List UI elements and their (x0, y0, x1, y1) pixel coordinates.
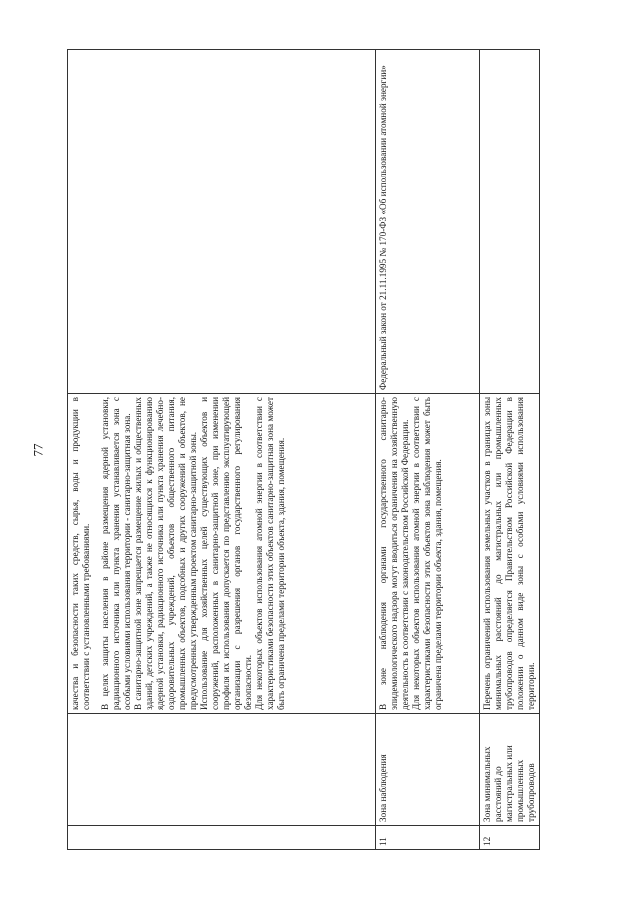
description-paragraph: Использование для хозяйственных целей существующих объектов и сооружений, расположенных в санитарно-защитной зоне, при изменении профиля их использования допускается по представлению эксплуатирующей организации с разрешения органов государственного регулирования безопасности. (199, 397, 253, 710)
zone-name-cell (68, 714, 376, 826)
landscape-page (67, 50, 537, 850)
description-paragraph: Для некоторых объектов использования атомной энергии в соответствии с характеристиками безопасности этих объектов зона наблюдения может быть ограничена пределами территории объекта, здания, помещения. (411, 397, 443, 710)
zone-description-cell (376, 394, 480, 714)
zone-description-cell (68, 394, 376, 714)
row-number-cell (68, 826, 376, 850)
description-paragraph: В зоне наблюдения органами государственного санитарно-эпидемиологического надзора могут вводиться ограничения на хозяйственную деятельность в соответствии с законодательством Российской Федерации. (378, 397, 410, 710)
description-paragraph: Для некоторых объектов использования атомной энергии в соответствии с характеристиками безопасности этих объектов санитарно-защитная зона может быть ограничена пределами территории объекта, здания, помещения. (254, 397, 286, 710)
row-number-cell: 12 (480, 826, 540, 850)
table-row (480, 50, 540, 850)
description-paragraph: В санитарно-защитной зоне запрещается размещение жилых и общественных зданий, детских учреждений, а также не относящихся к функционированию ядерной установки, радиационного источника или пункта хранения лечебно-оздоровительных учреждений, объектов общественного питания, промышленных объектов, подсобных и других сооружений и объектов, не предусмотренных утвержденным проектом санитарно-защитной зоны. (133, 397, 198, 710)
table-row (376, 50, 480, 850)
page-number: 77 (30, 443, 46, 457)
paragraph-spacer (92, 397, 100, 710)
zone-name-cell: Зона наблюдения (376, 714, 480, 826)
description-paragraph: Перечень ограничений использования земельных участков в границах зоны минимальных расстояний до магистральных или промышленных трубопроводов определяется Правительством Российской Федерации в положении о данном виде зоны с особыми условиями использования территории. (482, 397, 536, 710)
description-paragraph: В целях защиты населения в районе размещения ядерной установки, радиационного источника или пункта хранения устанавливается зона с особыми условиями использования территории - санитарно-защитная зона. (100, 397, 132, 710)
row-number-cell: 11 (376, 826, 480, 850)
zones-table (67, 49, 540, 850)
description-paragraph: качества и безопасности таких средств, сырья, воды и продукции в соответствии с установленными требованиями. (70, 397, 91, 710)
table-row (68, 50, 376, 850)
legal-basis-cell (68, 50, 376, 394)
zone-name-cell: Зона минимальных расстояний до магистральных или промышленных трубопроводов (480, 714, 540, 826)
legal-basis-cell: Федеральный закон от 21.11.1995 № 170-ФЗ «Об использовании атомной энергии» (376, 50, 480, 394)
zone-description-cell (480, 394, 540, 714)
legal-basis-cell (480, 50, 540, 394)
